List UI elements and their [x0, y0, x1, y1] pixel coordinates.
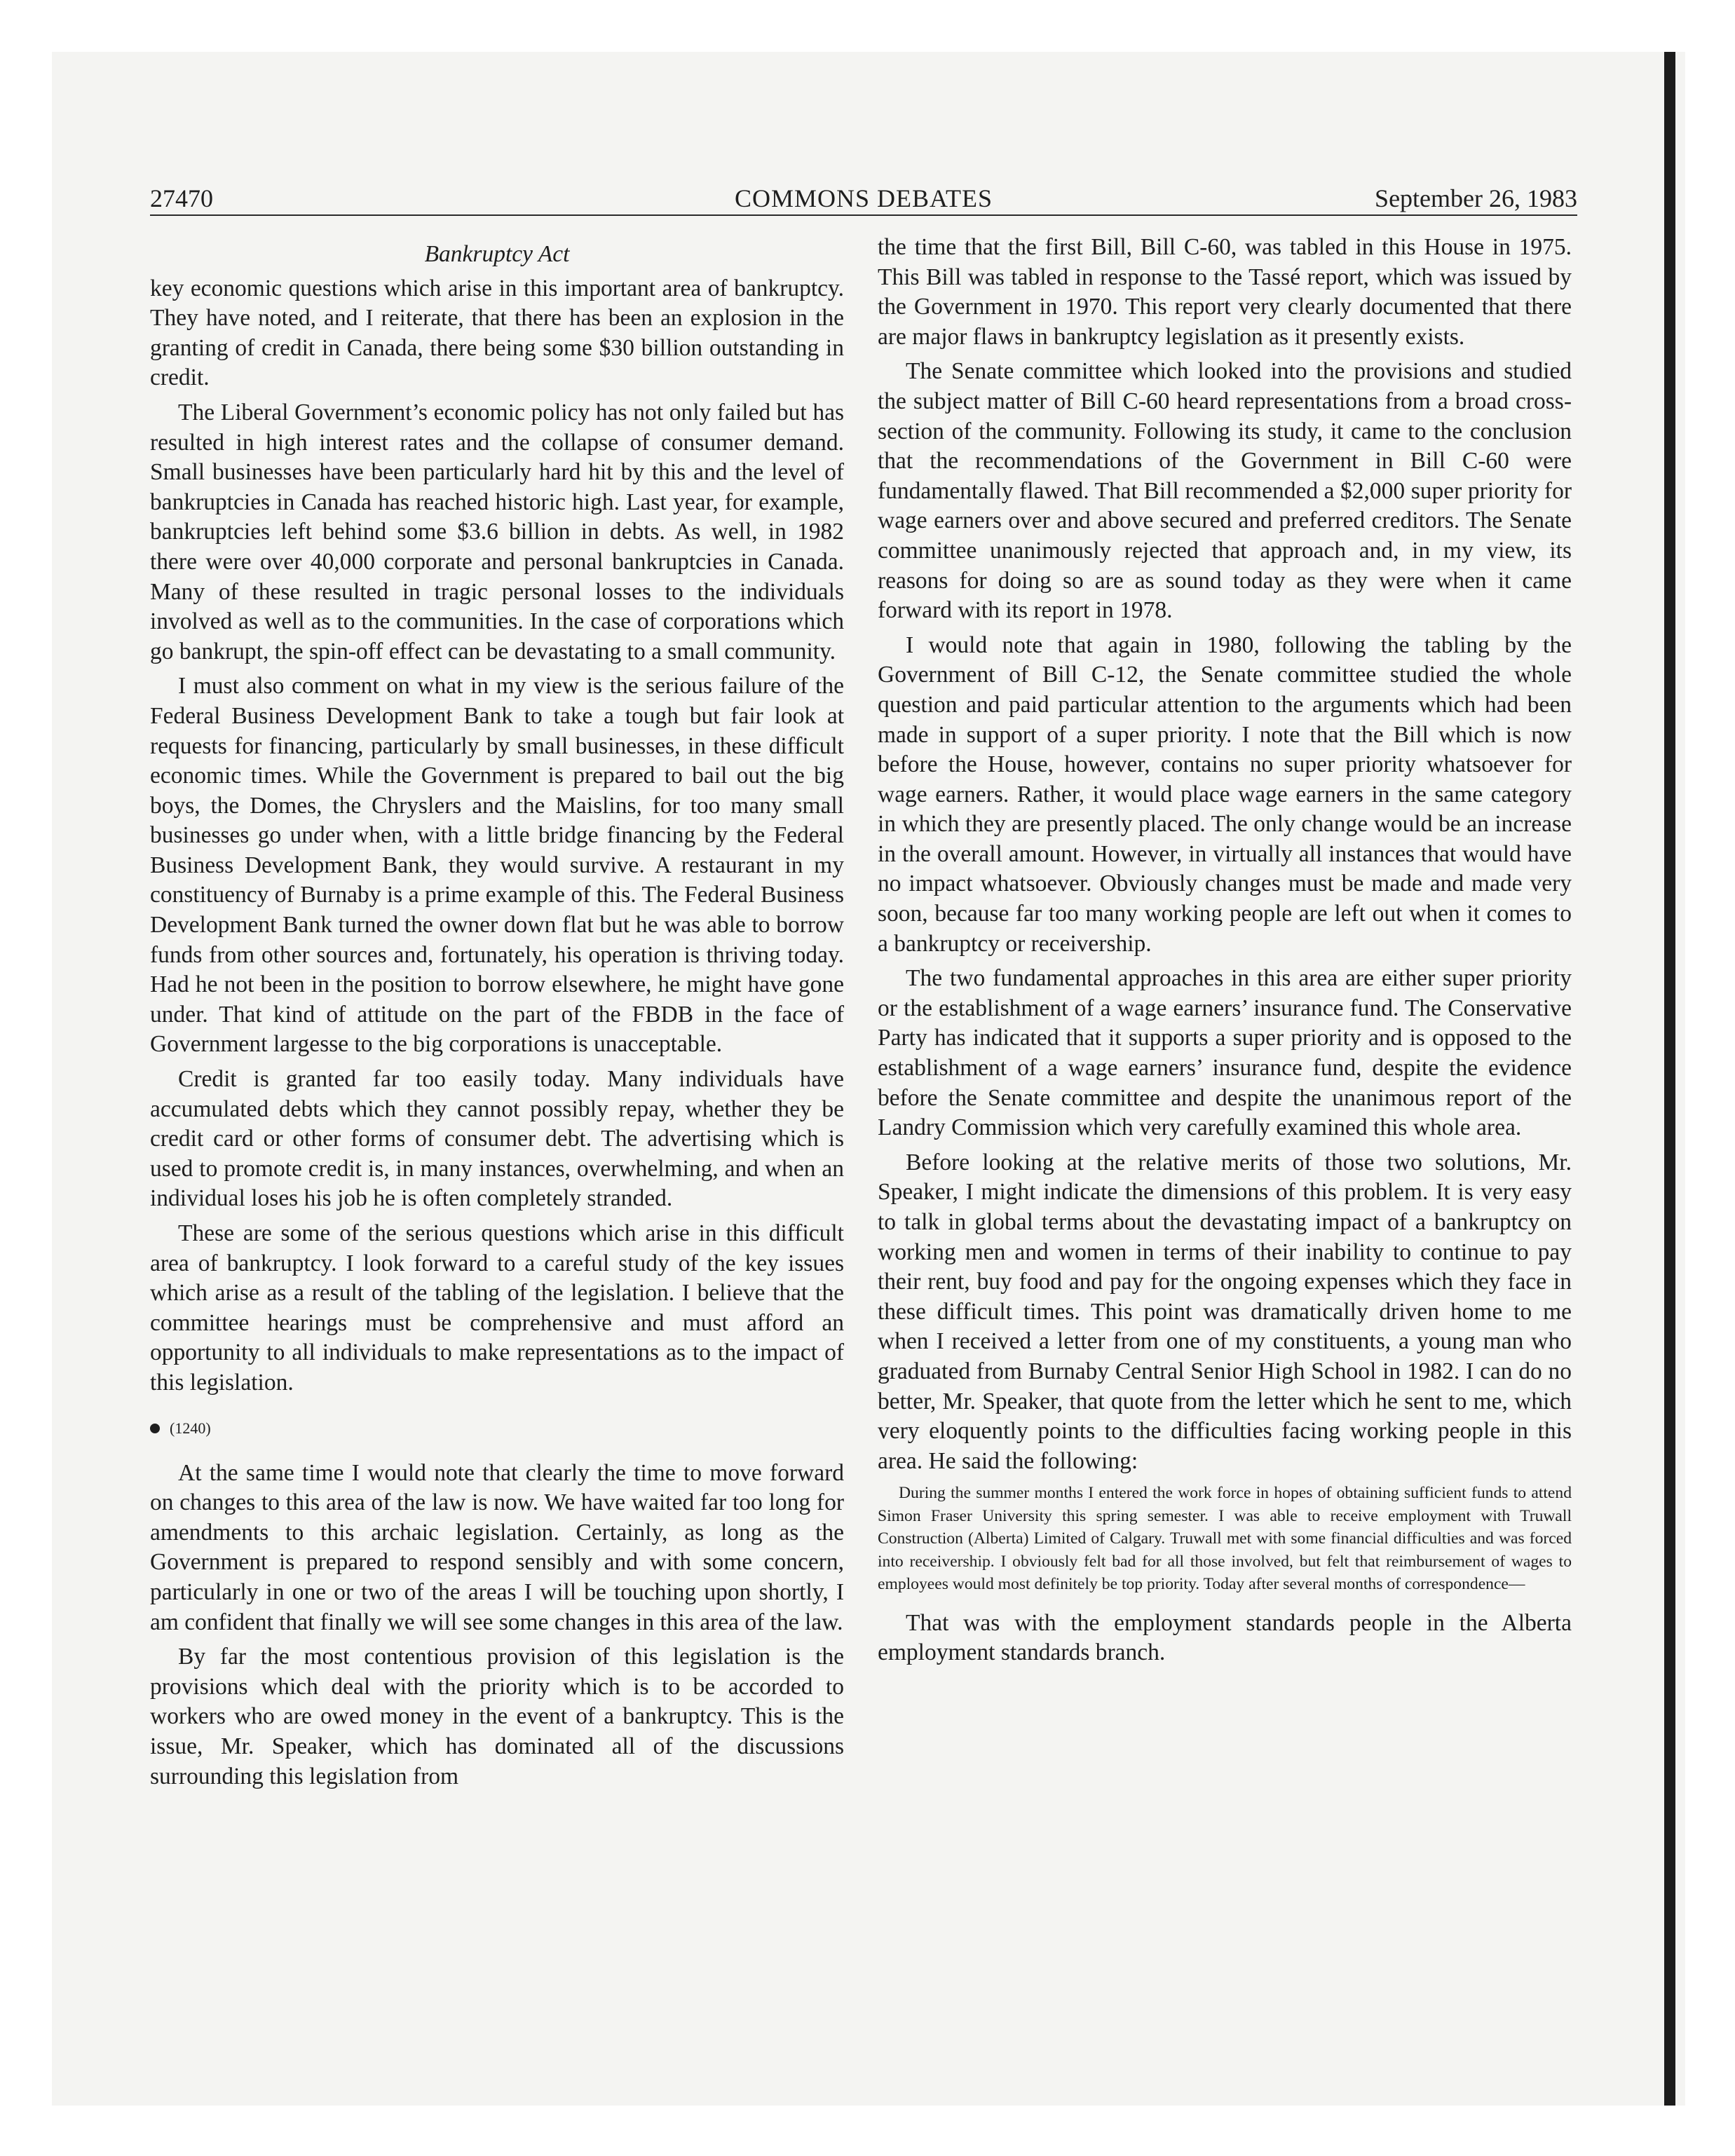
time-marker-label: (1240): [170, 1419, 211, 1437]
paragraph: At the same time I would note that clearly the time to move forward on changes to this area of the law is now. We have waited far too long for amendments to this archaic legislation. Certainly, as long as the Government is prepared to respond sensibly and with some concern, particularly in one or two of the areas I will be touching upon shortly, I am confident that finally we will see some changes in this area of the law.: [150, 1459, 844, 1635]
block-quote: During the summer months I entered the work force in hopes of obtaining sufficient funds to attend Simon Fraser University this spring semester. I was able to receive employment with Truwall Construction (Alberta) Limited of Calgary. Truwall met with some financial difficulties and was forced into receivership. I obviously felt bad for all those involved, but felt that reimbursement of wages to employees would most definitely be top priority. Today after several months of correspondence—: [878, 1484, 1572, 1594]
paragraph: Before looking at the relative merits of those two solutions, Mr. Speaker, I might indicate the dimensions of this problem. It is very easy to talk in global terms about the devastating impact of a bankruptcy on working men and women in terms of their inability to continue to pay their rent, buy food and pay for the ongoing expenses which they face in these difficult times. This point was dramatically driven home to me when I received a letter from one of my constituents, a young man who graduated from Burnaby Central Senior High School in 1982. I can do no better, Mr. Speaker, that quote from the letter which he sent to me, which very eloquently points to the difficulties facing working people in this area. He said the following:: [878, 1149, 1572, 1474]
paragraph: The Liberal Government’s economic policy has not only failed but has resulted in high interest rates and the collapse of consumer demand. Small businesses have been particularly hard hit by this and the level of bankruptcies in Canada has reached historic high. Last year, for example, bankruptcies left behind some $3.6 billion in debts. As well, in 1982 there were over 40,000 corporate and personal bankruptcies in Canada. Many of these resulted in tragic personal losses to the individuals involved as well as to the communities. In the case of corporations which go bankrupt, the spin-off effect can be devastating to a small community.: [150, 399, 844, 664]
bullet-dot-icon: [150, 1424, 160, 1433]
paragraph: That was with the employment standards people in the Alberta employment standards branch.: [878, 1609, 1572, 1666]
left-column: [150, 233, 844, 1796]
paragraph: The two fundamental approaches in this area are either super priority or the establishment of a wage earners’ insurance fund. The Conservative Party has indicated that it supports a super priority and is opposed to the establishment of a wage earners’ insurance fund, despite the evidence before the Senate committee and despite the unanimous report of the Landry Commission which very carefully examined this whole area.: [878, 965, 1572, 1141]
paragraph: Credit is granted far too easily today. Many individuals have accumulated debts which they cannot possibly repay, whether they be credit card or other forms of consumer debt. The advertising which is used to promote credit is, in many instances, overwhelming, and when an individual loses his job he is often completely stranded.: [150, 1066, 844, 1212]
page-header: [150, 182, 1577, 214]
page-number: 27470: [150, 184, 213, 212]
paragraph: By far the most contentious provision of this legislation is the provisions which deal with the priority which is to be accorded to workers who are owed money in the event of a bankruptcy. This is the issue, Mr. Speaker, which has dominated all of the discussions surrounding this legislation from: [150, 1644, 844, 1789]
paragraph: The Senate committee which looked into the provisions and studied the subject matter of Bill C-60 heard representations from a broad cross-section of the community. Following its study, it came to the conclusion that the recommendations of the Government in Bill C-60 were fundamentally flawed. That Bill recommended a $2,000 super priority for wage earners over and above secured and preferred creditors. The Senate committee unanimously rejected that approach and, in my view, its reasons for doing so are as sound today as they were when it came forward with its report in 1978.: [878, 358, 1572, 624]
paragraph: I must also comment on what in my view is the serious failure of the Federal Business Development Bank to take a tough but fair look at requests for financing, particularly by small businesses, in these difficult economic times. While the Government is prepared to bail out the big boys, the Domes, the Chryslers and the Maislins, for too many small businesses go under when, with a little bridge financing by the Federal Business Development Bank, they would survive. A restaurant in my constituency of Burnaby is a prime example of this. The Federal Business Development Bank turned the owner down flat but he was able to borrow funds from other sources and, fortunately, his operation is thriving today. Had he not been in the position to borrow elsewhere, he might have gone under. That kind of attitude on the part of the FBDB in the face of Government largesse to the big corporations is unacceptable.: [150, 673, 844, 1058]
publication-date: September 26, 1983: [1375, 184, 1577, 212]
paragraph: These are some of the serious questions which arise in this difficult area of bankruptcy. I look forward to a careful study of the key issues which arise as a result of the tabling of the legislation. I believe that the committee hearings must be comprehensive and must afford an opportunity to all individuals to make representations as to the impact of this legislation.: [150, 1220, 844, 1396]
time-marker: [150, 1414, 844, 1443]
scan-edge-bar: [1664, 52, 1675, 2106]
paragraph: I would note that again in 1980, following the tabling by the Government of Bill C-12, the Senate committee studied the whole question and paid particular attention to the arguments which had been made in support of a super priority. I note that the Bill which is now before the House, however, contains no super priority whatsoever for wage earners. Rather, it would place wage earners in the same category in which they are presently placed. The only change would be an increase in the overall amount. However, in virtually all instances that would have no impact whatsoever. Obviously changes must be made and made very soon, because far too many working people are left out when it comes to a bankruptcy or receivership.: [878, 632, 1572, 957]
running-head: Bankruptcy Act: [424, 241, 570, 267]
paragraph: the time that the first Bill, Bill C-60, was tabled in this House in 1975. This Bill was tabled in response to the Tassé report, which was issued by the Government in 1970. This report very clearly documented that there are major flaws in bankruptcy legislation as it presently exists.: [878, 234, 1572, 350]
header-rule: [150, 214, 1577, 216]
paragraph: key economic questions which arise in this important area of bankruptcy. They have noted, and I reiterate, that there has been an explosion in the granting of credit in Canada, there being some $30 billion outstanding in credit.: [150, 275, 844, 391]
right-column: [878, 233, 1572, 1673]
publication-title: COMMONS DEBATES: [734, 184, 993, 212]
